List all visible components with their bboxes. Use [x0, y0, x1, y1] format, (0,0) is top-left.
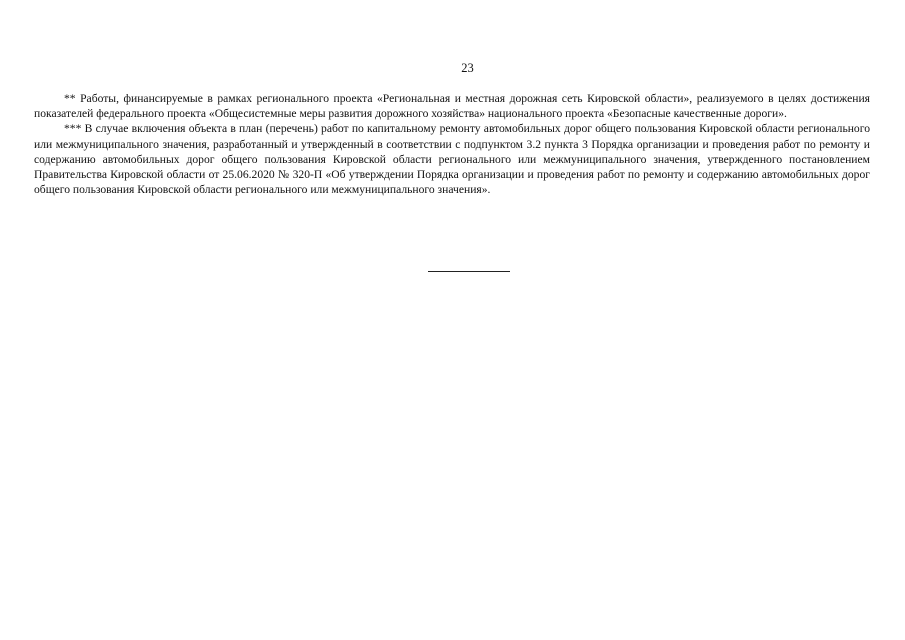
- footnote-double-asterisk: ** Работы, финансируемые в рамках регионального проекта «Региональная и местная дорожная сеть Кировской области», реализуемого в целях достижения показателей федерального проекта «Общесистемные меры развития дорожного хозяйства» национального проекта «Безопасные качественные дороги».: [34, 92, 870, 121]
- footnote-triple-asterisk: *** В случае включения объекта в план (перечень) работ по капитальному ремонту автомобильных дорог общего пользования Кировской области регионального или межмуниципального значения, разработанный и утвержденный в соответствии с подпунктом 3.2 пункта 3 Порядка организации и проведения работ по ремонту и содержанию автомобильных дорог общего пользования Кировской области регионального или межмуниципального значения, утвержденного постановлением Правительства Кировской области от 25.06.2020 № 320-П «Об утверждении Порядка организации и проведения работ по ремонту и содержанию автомобильных дорог общего пользования Кировской области регионального или межмуниципального значения».: [34, 122, 870, 197]
- end-separator-line: [428, 271, 510, 272]
- footnotes-block: [34, 91, 870, 197]
- page-number: 23: [461, 61, 474, 75]
